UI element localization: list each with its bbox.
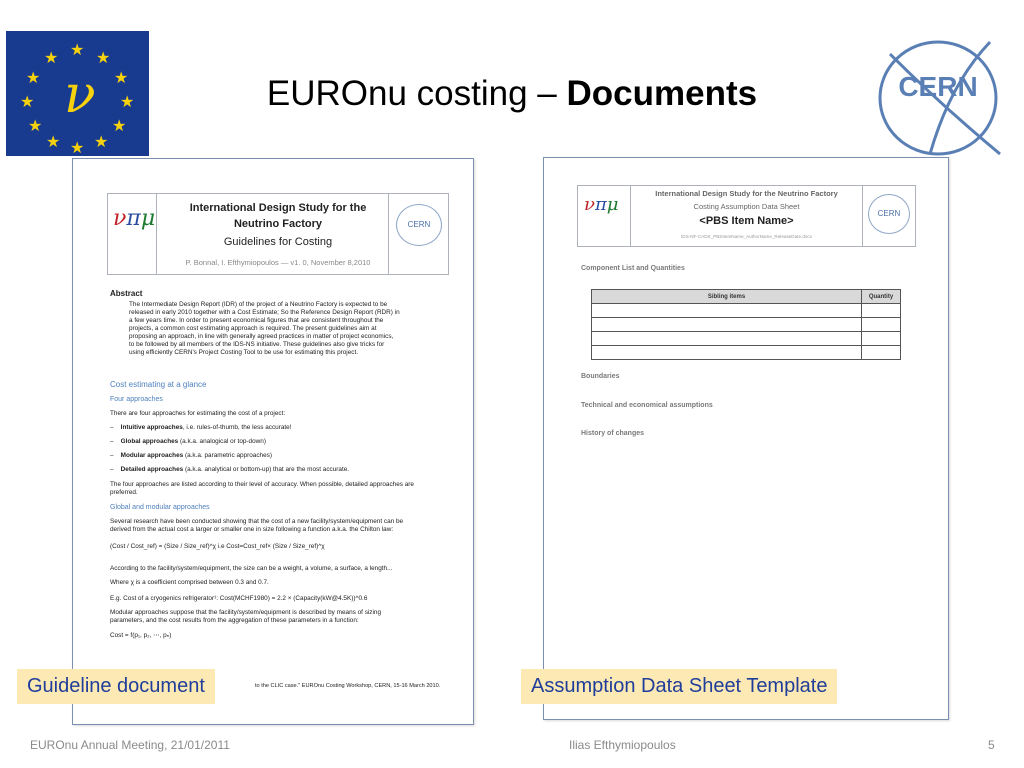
- sheet-file-code: IDS-NF-CADS_PBSItemName_AuthorName_ReleaseDate.docx: [681, 234, 812, 239]
- body-text: According to the facility/system/equipment, the size can be a weight, a volume, a surface, a length...: [110, 565, 393, 572]
- section-heading: Cost estimating at a glance: [110, 380, 207, 389]
- star-icon: ★: [26, 70, 41, 87]
- ids-nf-logo: νπμ: [584, 194, 619, 215]
- divider: [156, 194, 157, 274]
- star-icon: ★: [112, 118, 127, 135]
- star-icon: ★: [94, 134, 109, 151]
- star-icon: ★: [120, 94, 135, 111]
- title-normal: EUROnu costing –: [266, 74, 567, 113]
- table-header-row: [592, 290, 901, 304]
- table-row: [592, 304, 901, 318]
- bullet-item: – Detailed approaches (a.k.a. analytical or bottom-up) that are the most accurate.: [110, 466, 350, 473]
- star-icon: ★: [114, 70, 129, 87]
- col-quantity: Quantity: [862, 290, 901, 304]
- abstract-line: using efficiently CERN's Project Costing Tool to be use for estimating this project.: [129, 349, 359, 356]
- bullet-item: – Global approaches (a.k.a. analogical or top-down): [110, 438, 266, 445]
- abstract-line: projects, a common cost estimating approach is required. The present guidelines aim at: [129, 325, 377, 332]
- pbs-item-name: <PBS Item Name>: [699, 215, 794, 227]
- table-row: [592, 332, 901, 346]
- ids-nf-logo: νπμ: [113, 206, 156, 231]
- star-icon: ★: [20, 94, 35, 111]
- footer-event: EUROnu Annual Meeting, 21/01/2011: [30, 738, 230, 752]
- subsection-heading: Global and modular approaches: [110, 504, 210, 511]
- doc-authors: P. Bonnal, I. Efthymiopoulos — v1. 0, November 8,2010: [185, 258, 371, 267]
- caption-assumption-template: Assumption Data Sheet Template: [521, 669, 837, 704]
- section-assumptions: Technical and economical assumptions: [581, 402, 713, 409]
- sheet-title: International Design Study for the Neutrino Factory: [655, 189, 838, 198]
- body-text: The four approaches are listed according to their level of accuracy. When possible, detailed approaches are: [110, 481, 414, 488]
- title-bold: Documents: [566, 74, 758, 113]
- col-sibling-items: Sibling items: [592, 290, 862, 304]
- bullet-item: – Modular approaches (a.k.a. parametric approaches): [110, 452, 272, 459]
- doc-title-line-2: Neutrino Factory: [233, 218, 322, 230]
- table-row: [592, 346, 901, 360]
- body-text: parameters, and the cost results from the aggregation of these parameters in a function:: [110, 617, 359, 624]
- body-text: preferred.: [110, 489, 138, 496]
- body-text: derived from the actual cost a larger or smaller one in size following a function a.k.a. the Chilton law:: [110, 526, 394, 533]
- section-boundaries: Boundaries: [581, 373, 620, 380]
- sheet-subtitle: Costing Assumption Data Sheet: [693, 202, 800, 211]
- abstract-line: The Intermediate Design Report (IDR) of the project of a Neutrino Factory is expected to be: [129, 301, 388, 308]
- star-icon: ★: [28, 118, 43, 135]
- nu-symbol: ν: [64, 65, 96, 125]
- chilton-formula: (Cost / Cost_ref) = (Size / Size_ref)^χ i.e Cost=Cost_ref× (Size / Size_ref)^χ: [110, 543, 325, 550]
- doc-header-box: [107, 193, 449, 275]
- body-text: Several research have been conducted showing that the cost of a new facility/system/equipment can be: [110, 518, 404, 525]
- star-icon: ★: [70, 42, 85, 59]
- cern-logo: [870, 34, 1010, 162]
- subsection-heading: Four approaches: [110, 396, 163, 403]
- star-icon: ★: [96, 50, 111, 67]
- guideline-document-preview: [72, 158, 474, 725]
- footnote: to the CLIC case." EUROnu Costing Workshop, CERN, 15-16 March 2010.: [255, 683, 441, 689]
- abstract-heading: Abstract: [110, 289, 143, 298]
- page-number: 5: [988, 738, 995, 752]
- example-formula: E.g. Cost of a cryogenics refrigerator¹: Cost(MCHF1980) = 2.2 × (Capacity(kW@4.5K))^0.6: [110, 595, 368, 602]
- star-icon: ★: [46, 134, 61, 151]
- section-components: Component List and Quantities: [581, 265, 685, 272]
- sheet-header-box: [577, 185, 916, 247]
- abstract-line: to be followed by all members of the IDS-NS initiative. These guidelines also give tricks for: [129, 341, 385, 348]
- divider: [388, 194, 389, 274]
- abstract-line: a few years time. In order to present economical figures that are consistent throughout the: [129, 317, 384, 324]
- doc-subtitle: Guidelines for Costing: [223, 236, 333, 248]
- star-icon: ★: [70, 140, 85, 157]
- body-text: Where χ is a coefficient comprised between 0.3 and 0.7.: [110, 579, 269, 586]
- cost-function: Cost = f(p₁, p₂, ⋯, pₙ): [110, 632, 172, 639]
- mini-cern-logo: CERN: [396, 204, 442, 246]
- abstract-line: released in early 2010 together with a Cost Estimate; So the Reference Design Report (RDR) in: [129, 309, 400, 316]
- caption-guideline-document: Guideline document: [17, 669, 215, 704]
- footer-author: Ilias Efthymiopoulos: [569, 738, 676, 752]
- sibling-items-table: [591, 289, 901, 360]
- body-text: Modular approaches suppose that the facility/system/equipment is described by means of sizing: [110, 609, 382, 616]
- doc-title-line-1: International Design Study for the: [189, 202, 367, 214]
- assumption-sheet-preview: [543, 157, 949, 720]
- cern-logo-text: CERN: [898, 71, 978, 102]
- section-history: History of changes: [581, 430, 645, 437]
- body-text: There are four approaches for estimating the cost of a project:: [110, 410, 286, 417]
- table-row: [592, 318, 901, 332]
- star-icon: ★: [44, 50, 59, 67]
- mini-cern-logo: CERN: [868, 194, 910, 234]
- bullet-item: – Intuitive approaches, i.e. rules-of-thumb, the less accurate!: [110, 424, 292, 431]
- abstract-line: proposing an approach, in line with generally agreed practices in matter of project economics,: [129, 333, 394, 340]
